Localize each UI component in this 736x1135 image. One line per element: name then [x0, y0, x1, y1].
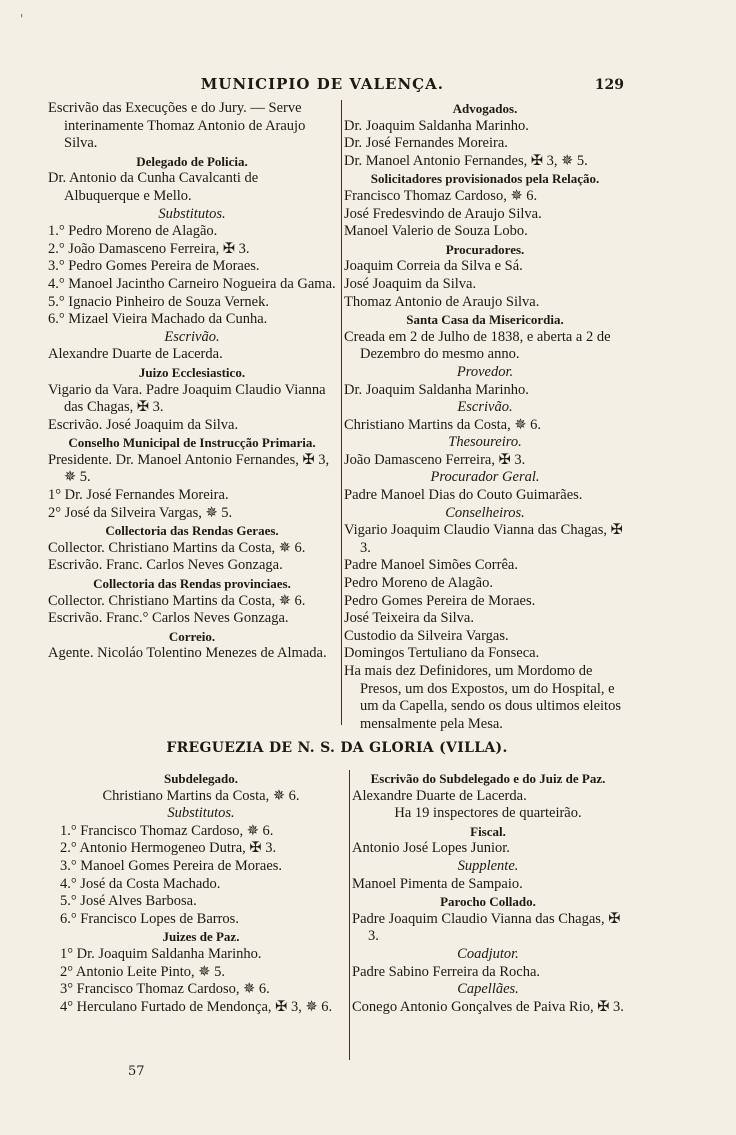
entry-line: 2° José da Silveira Vargas, ✵ 5. [48, 504, 233, 521]
entry-line: Ha mais dez Definidores, um Mordomo de Presos, um dos Expostos, um do Hospital, e um da Capella, sendo os dous ultimos eleitos mensalmente pela Mesa. [344, 663, 621, 732]
entry-line: Ha 19 inspectores de quarteirão. [394, 805, 582, 822]
page-number: 129 [594, 77, 624, 93]
entry-line: 6.° Francisco Lopes de Barros. [60, 910, 239, 927]
entry-line: Vigario da Vara. Padre Joaquim Claudio Vianna das Chagas, ✠ 3. [48, 381, 326, 416]
entry-line: 1.° Pedro Moreno de Alagão. [48, 223, 218, 240]
page-header [50, 75, 624, 93]
entry-line: Escrivão. José Joaquim da Silva. [48, 416, 239, 433]
entry-line: 4.° Manoel Jacintho Carneiro Nogueira da Gama. [48, 275, 336, 292]
entry-line: 2.° João Damasceno Ferreira, ✠ 3. [48, 240, 250, 257]
bottom-right-column [349, 770, 624, 1060]
corner-mark: ' [20, 12, 24, 26]
entry-line: 4° Herculano Furtado de Mendonça, ✠ 3, ✵ 6. [60, 998, 333, 1015]
entry-line: Conego Antonio Gonçalves de Paiva Rio, ✠ 3. [352, 998, 624, 1015]
entry-line: Padre Manoel Dias do Couto Guimarães. [344, 487, 583, 504]
entry-line: 1° Dr. José Fernandes Moreira. [48, 487, 229, 504]
subheading: Conselheiros. [445, 504, 525, 521]
section-heading: Subdelegado. [163, 771, 239, 786]
section-heading: Advogados. [452, 101, 518, 116]
entry-line: Alexandre Duarte de Lacerda. [352, 787, 527, 804]
page-title: MUNICIPIO DE VALENÇA. [200, 75, 444, 93]
section-heading: Conselho Municipal de Instrucção Primaria. [68, 435, 316, 451]
entry-line: Dr. Antonio da Cunha Cavalcanti de Albuquerque e Mello. [48, 170, 259, 204]
entry-line: Joaquim Correia da Silva e Sá. [344, 258, 523, 275]
section-heading: Santa Casa da Misericordia. [406, 312, 564, 328]
subheading: Thesoureiro. [448, 434, 522, 451]
subheading: Escrivão. [164, 328, 220, 345]
section-heading: Solicitadores provisionados pela Relação. [370, 171, 600, 187]
section-heading: Juizes de Paz. [162, 929, 240, 945]
entry-line: Dr. José Fernandes Moreira. [344, 135, 508, 152]
entry-line: Manoel Pimenta de Sampaio. [352, 875, 523, 892]
section-title: FREGUEZIA DE N. S. DA GLORIA (VILLA). [166, 740, 508, 756]
entry-line: Christiano Martins da Costa, ✵ 6. [102, 787, 300, 804]
entry-line: Dr. Manoel Antonio Fernandes, ✠ 3, ✵ 5. [344, 152, 588, 169]
entry-line: Christiano Martins da Costa, ✵ 6. [344, 416, 542, 433]
entry-line: 6.° Mizael Vieira Machado da Cunha. [48, 311, 268, 328]
subheading: Provedor. [456, 363, 514, 380]
entry-line: Pedro Moreno de Alagão. [344, 575, 493, 592]
entry-line: Escrivão. Franc. Carlos Neves Gonzaga. [48, 557, 283, 574]
right-column [341, 100, 626, 732]
entry-line: 3.° Manoel Gomes Pereira de Moraes. [60, 857, 283, 874]
entry-line: 2.° Antonio Hermogeneo Dutra, ✠ 3. [60, 840, 277, 857]
entry-line: Dr. Joaquim Saldanha Marinho. [344, 381, 529, 398]
entry-line: José Fredesvindo de Araujo Silva. [344, 205, 542, 222]
entry-line: Alexandre Duarte de Lacerda. [48, 346, 223, 363]
entry-line: Creada em 2 de Julho de 1838, e aberta a 2 de Dezembro do mesmo anno. [344, 328, 611, 363]
section-heading: Procuradores. [445, 241, 525, 257]
section-heading: Fiscal. [470, 823, 506, 839]
entry-line: Escrivão. Franc.° Carlos Neves Gonzaga. [48, 610, 289, 627]
entry-line: José Joaquim da Silva. [344, 275, 477, 292]
subheading: Capellães. [457, 981, 519, 998]
entry-line: Vigario Joaquim Claudio Vianna das Chagas, ✠ 3. [344, 522, 623, 556]
entry-line: Custodio da Silveira Vargas. [344, 627, 509, 644]
entry-line: Domingos Tertuliano da Fonseca. [344, 645, 540, 662]
entry-line: Manoel Valerio de Souza Lobo. [344, 223, 528, 240]
subheading: Coadjutor. [457, 945, 519, 962]
section-heading: Juizo Ecclesiastico. [138, 364, 246, 380]
entry-line: Dr. Joaquim Saldanha Marinho. [344, 117, 529, 134]
subheading: Procurador Geral. [430, 469, 540, 486]
section-heading: Correio. [168, 628, 216, 644]
entry-line: Thomaz Antonio de Araujo Silva. [344, 293, 540, 310]
subheading: Escrivão. [457, 399, 513, 416]
entry-line: 3° Francisco Thomaz Cardoso, ✵ 6. [60, 981, 270, 998]
entry-line: Agente. Nicoláo Tolentino Menezes de Almada. [48, 645, 327, 662]
section-heading: Collectoria das Rendas Geraes. [105, 523, 279, 539]
entry-line: Collector. Christiano Martins da Costa, ✵ 6. [48, 539, 306, 556]
entry-line: Presidente. Dr. Manoel Antonio Fernandes, ✠ 3, ✵ 5. [48, 451, 330, 486]
entry-line: Pedro Gomes Pereira de Moraes. [344, 592, 536, 609]
entry-line: 3.° Pedro Gomes Pereira de Moraes. [48, 258, 260, 275]
folio-number: 57 [128, 1064, 145, 1079]
entry-line: 1° Dr. Joaquim Saldanha Marinho. [60, 945, 262, 962]
left-column [48, 100, 336, 663]
entry-line: Collector. Christiano Martins da Costa, ✵ 6. [48, 592, 306, 609]
subheading: Substitutos. [158, 205, 226, 222]
entry-line: 1.° Francisco Thomaz Cardoso, ✵ 6. [60, 822, 274, 839]
subheading: Substitutos. [167, 805, 235, 822]
section-heading: Delegado de Policia. [136, 153, 248, 169]
section-divider [50, 728, 624, 729]
entry-line: Francisco Thomaz Cardoso, ✵ 6. [344, 187, 538, 204]
section-heading: Collectoria das Rendas provinciaes. [93, 576, 291, 592]
entry-line: 5.° José Alves Barbosa. [60, 893, 197, 910]
entry-line: Padre Joaquim Claudio Vianna das Chagas, ✠ 3. [352, 910, 621, 945]
entry-line: 2° Antonio Leite Pinto, ✵ 5. [60, 963, 225, 980]
section-heading: Escrivão do Subdelegado e do Juiz de Paz. [370, 771, 606, 786]
entry-line: Antonio José Lopes Junior. [352, 840, 510, 857]
bottom-left-column [60, 770, 342, 1016]
entry-line: Padre Manoel Simões Corrêa. [344, 557, 518, 574]
entry-line: José Teixeira da Silva. [344, 610, 474, 627]
section-heading: Parocho Collado. [440, 894, 536, 910]
entry-line: Padre Sabino Ferreira da Rocha. [352, 963, 541, 980]
entry-line: 4.° José da Costa Machado. [60, 875, 221, 892]
entry-line: João Damasceno Ferreira, ✠ 3. [344, 451, 526, 468]
subheading: Supplente. [457, 857, 519, 874]
entry-line: 5.° Ignacio Pinheiro de Souza Vernek. [48, 293, 269, 310]
entry-line: Escrivão das Execuções e do Jury. — Serve interinamente Thomaz Antonio de Araujo Silva. [48, 100, 306, 152]
